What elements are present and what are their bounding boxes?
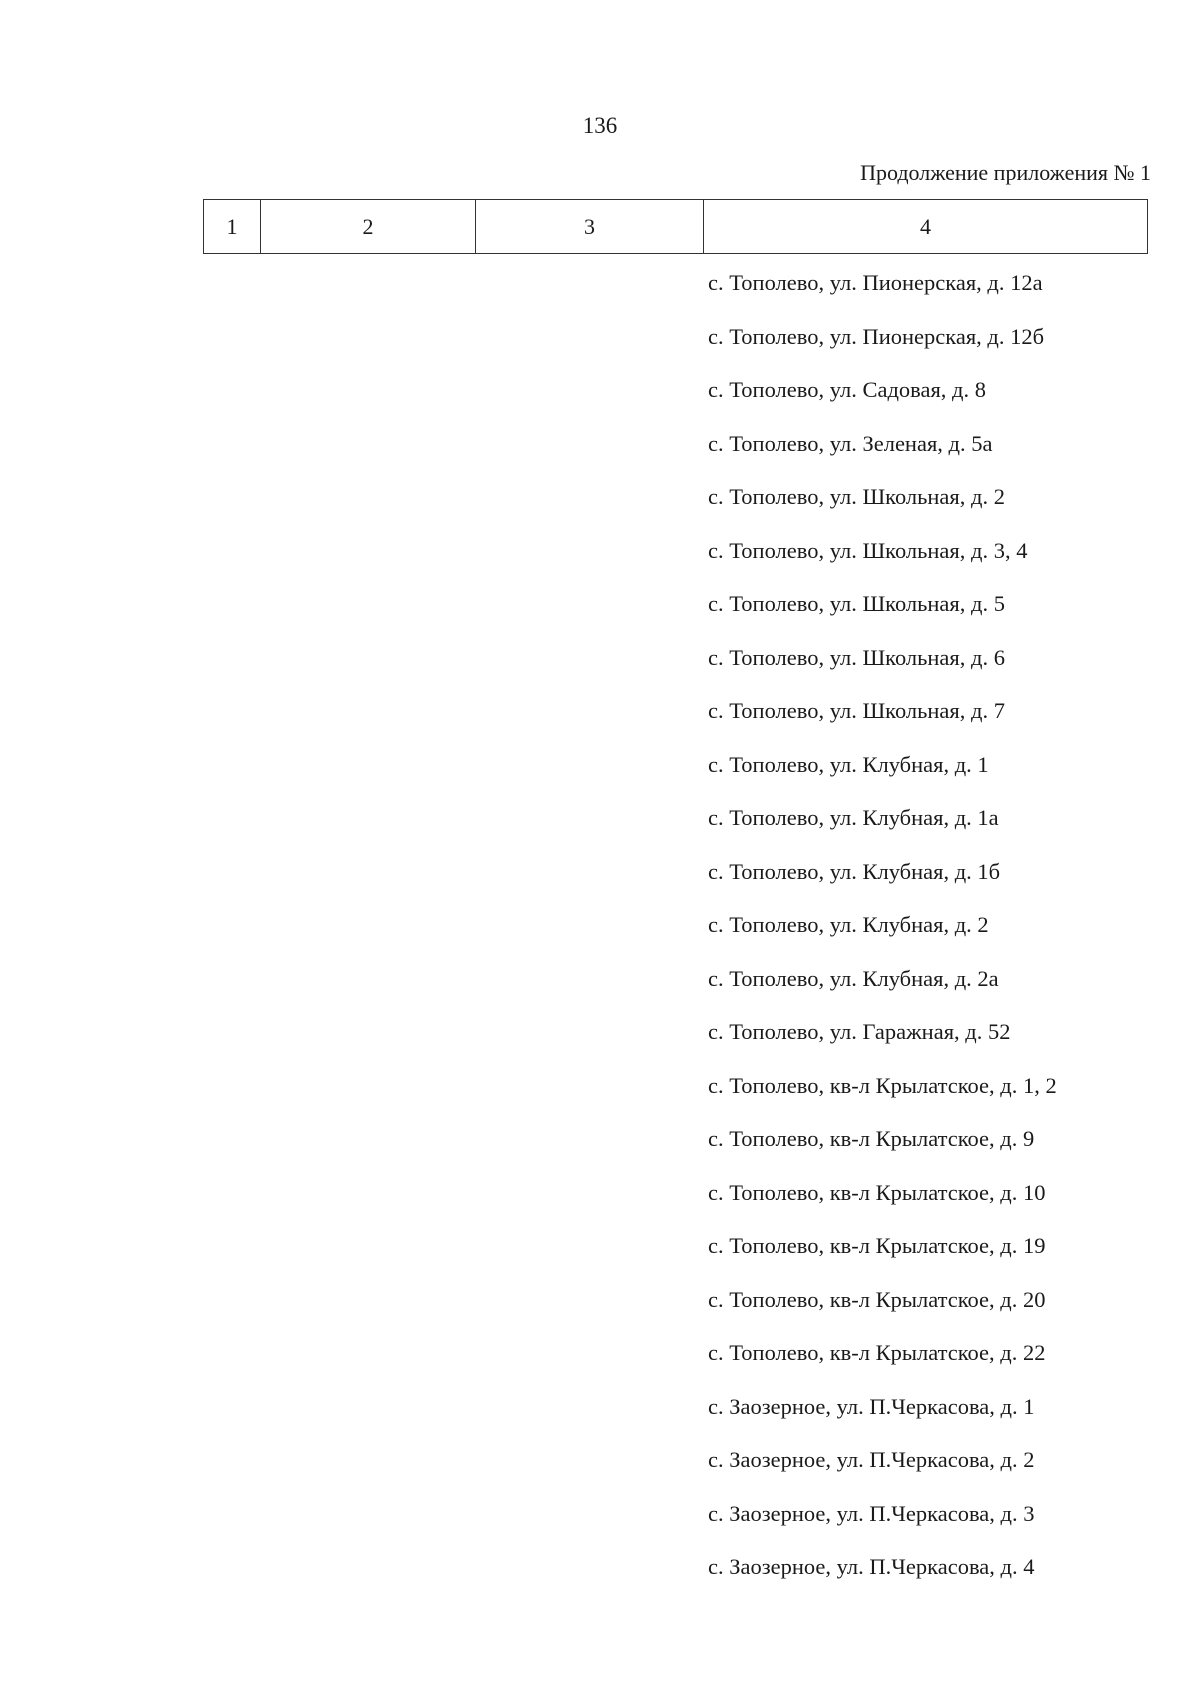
address-item: с. Тополево, ул. Школьная, д. 2: [708, 484, 1005, 509]
address-item: с. Тополево, ул. Клубная, д. 1: [708, 751, 989, 777]
column-header-1: 1: [204, 200, 261, 254]
address-item: с. Тополево, ул. Пионерская, д. 12б: [708, 323, 1045, 349]
header-row: [204, 200, 1148, 254]
address-item: с. Заозерное, ул. П.Черкасова, д. 3: [708, 1500, 1035, 1526]
column-header-table: [203, 199, 1148, 254]
address-item: с. Тополево, кв-л Крылатское, д. 20: [708, 1286, 1046, 1312]
column-header-3: 3: [476, 200, 704, 254]
address-item: с. Заозерное, ул. П.Черкасова, д. 4: [708, 1554, 1035, 1579]
address-item: с. Тополево, ул. Пионерская, д. 12а: [708, 270, 1043, 295]
page-number: 136: [582, 113, 618, 138]
address-item: с. Тополево, ул. Гаражная, д. 52: [708, 1019, 1011, 1044]
address-item: с. Тополево, кв-л Крылатское, д. 9: [708, 1126, 1035, 1151]
column-header-4: 4: [704, 200, 1148, 254]
address-item: с. Тополево, кв-л Крылатское, д. 1, 2: [708, 1072, 1057, 1098]
address-item: с. Тополево, ул. Школьная, д. 3, 4: [708, 537, 1028, 563]
address-item: с. Тополево, ул. Зеленая, д. 5а: [708, 430, 993, 456]
address-item: с. Тополево, ул. Школьная, д. 6: [708, 644, 1005, 670]
address-list: [708, 268, 1057, 1606]
address-item: с. Тополево, ул. Садовая, д. 8: [708, 377, 987, 402]
address-item: с. Тополево, кв-л Крылатское, д. 10: [708, 1179, 1046, 1205]
address-item: с. Тополево, кв-л Крылатское, д. 19: [708, 1233, 1046, 1258]
address-item: с. Тополево, ул. Клубная, д. 1б: [708, 858, 1001, 884]
address-item: с. Тополево, кв-л Крылатское, д. 22: [708, 1340, 1046, 1365]
address-item: с. Заозерное, ул. П.Черкасова, д. 1: [708, 1393, 1035, 1419]
address-item: с. Тополево, ул. Клубная, д. 1а: [708, 805, 999, 830]
continuation-caption: Продолжение приложения № 1: [860, 160, 1151, 185]
address-item: с. Тополево, ул. Клубная, д. 2а: [708, 965, 999, 991]
column-header-2: 2: [261, 200, 476, 254]
address-item: с. Тополево, ул. Школьная, д. 5: [708, 591, 1005, 616]
address-item: с. Тополево, ул. Клубная, д. 2: [708, 912, 989, 937]
address-item: с. Заозерное, ул. П.Черкасова, д. 2: [708, 1447, 1035, 1472]
address-item: с. Тополево, ул. Школьная, д. 7: [708, 698, 1005, 723]
